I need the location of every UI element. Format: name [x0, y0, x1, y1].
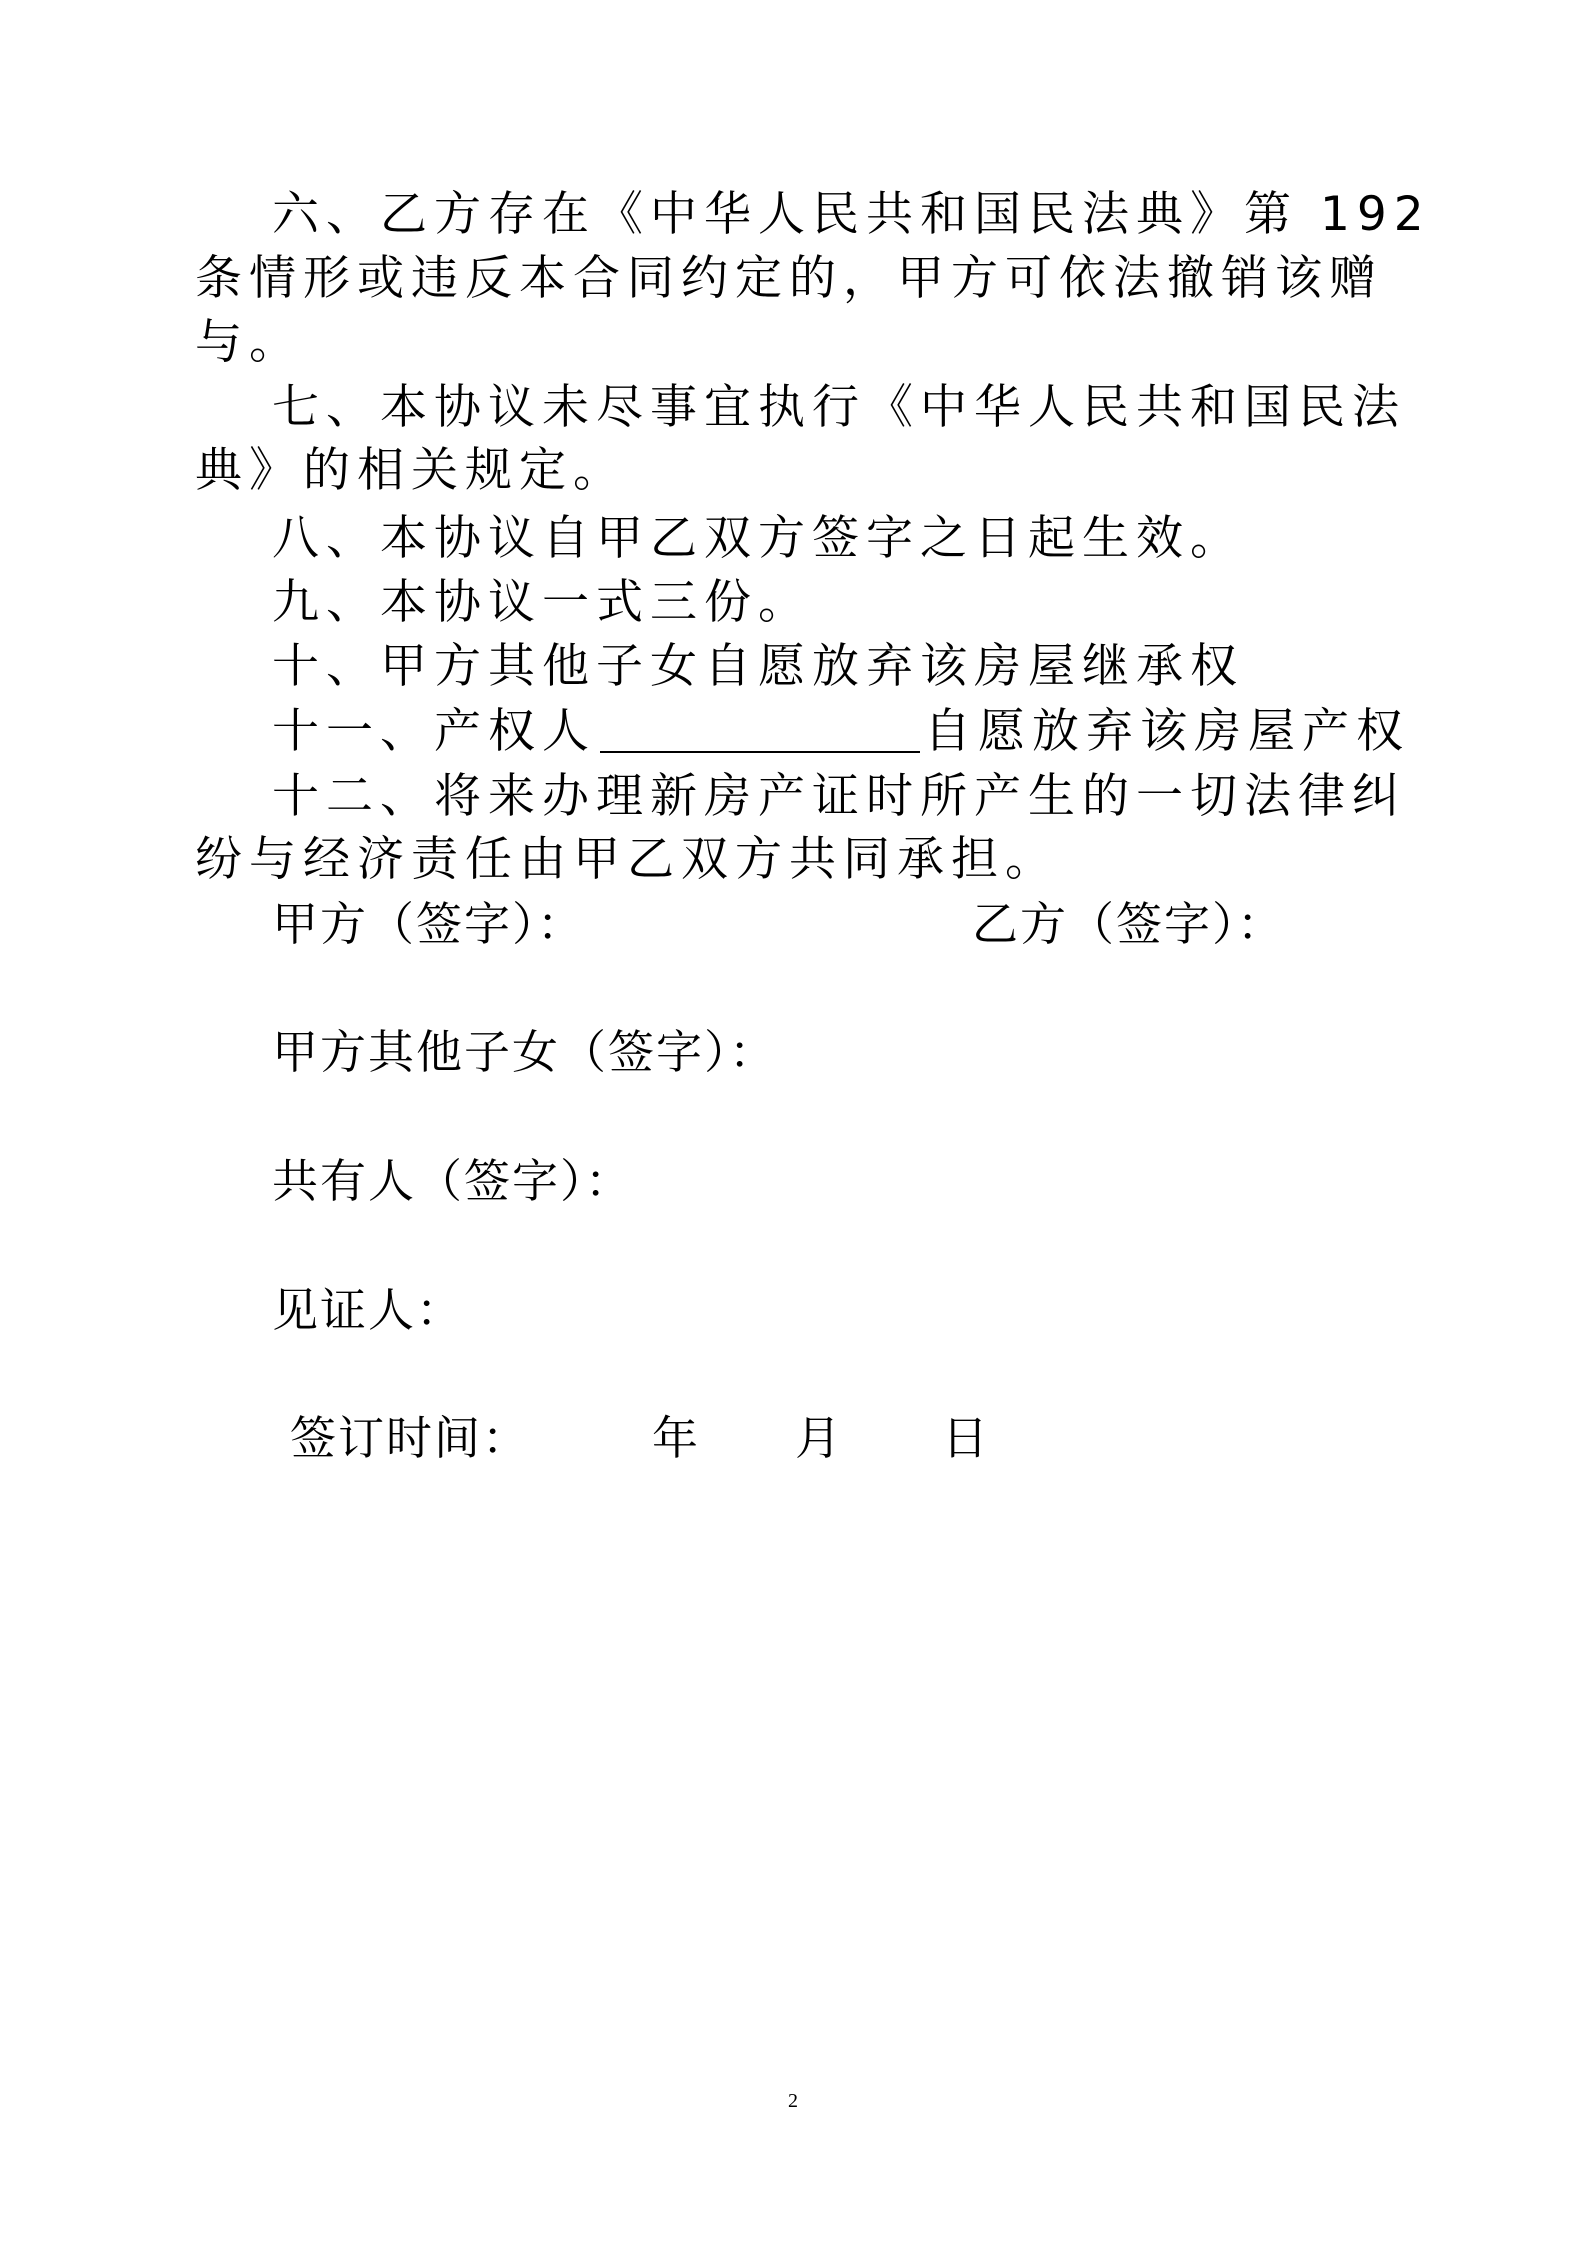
- clause-six-line-1: 六、乙方存在《中华人民共和国民法典》第 192: [272, 187, 1431, 242]
- other-children-signature-label: 甲方其他子女（签字）：: [272, 1025, 777, 1079]
- clause-twelve-line-2: 纷与经济责任由甲乙双方共同承担。: [195, 832, 1059, 887]
- witness-signature-label: 见证人：: [272, 1283, 464, 1337]
- clause-eleven-suffix: 自愿放弃该房屋产权: [924, 704, 1410, 759]
- party-b-signature-label: 乙方（签字）：: [972, 897, 1285, 951]
- date-day-label: 日: [942, 1411, 988, 1465]
- date-year-label: 年: [652, 1411, 698, 1465]
- clause-twelve-line-1: 十二、将来办理新房产证时所产生的一切法律纠: [272, 769, 1406, 824]
- clause-six-line-2: 条情形或违反本合同约定的，甲方可依法撤销该赠: [195, 251, 1383, 306]
- owner-name-blank: [600, 707, 920, 753]
- date-month-label: 月: [795, 1411, 841, 1465]
- co-owner-signature-label: 共有人（签字）：: [272, 1154, 633, 1208]
- clause-seven-line-2: 典》的相关规定。: [195, 443, 627, 498]
- clause-nine: 九、本协议一式三份。: [272, 575, 812, 630]
- clause-seven-line-1: 七、本协议未尽事宜执行《中华人民共和国民法: [272, 380, 1406, 435]
- clause-six-line-3: 与。: [195, 315, 303, 370]
- party-a-signature-label: 甲方（签字）：: [272, 897, 585, 951]
- clause-eleven-prefix: 十一、产权人: [272, 704, 596, 759]
- clause-ten: 十、甲方其他子女自愿放弃该房屋继承权: [272, 639, 1244, 694]
- clause-eleven: [272, 701, 1410, 763]
- page-number: 2: [788, 2090, 798, 2112]
- signing-date-label: 签订时间：: [290, 1411, 530, 1465]
- clause-eight: 八、本协议自甲乙双方签字之日起生效。: [272, 511, 1244, 566]
